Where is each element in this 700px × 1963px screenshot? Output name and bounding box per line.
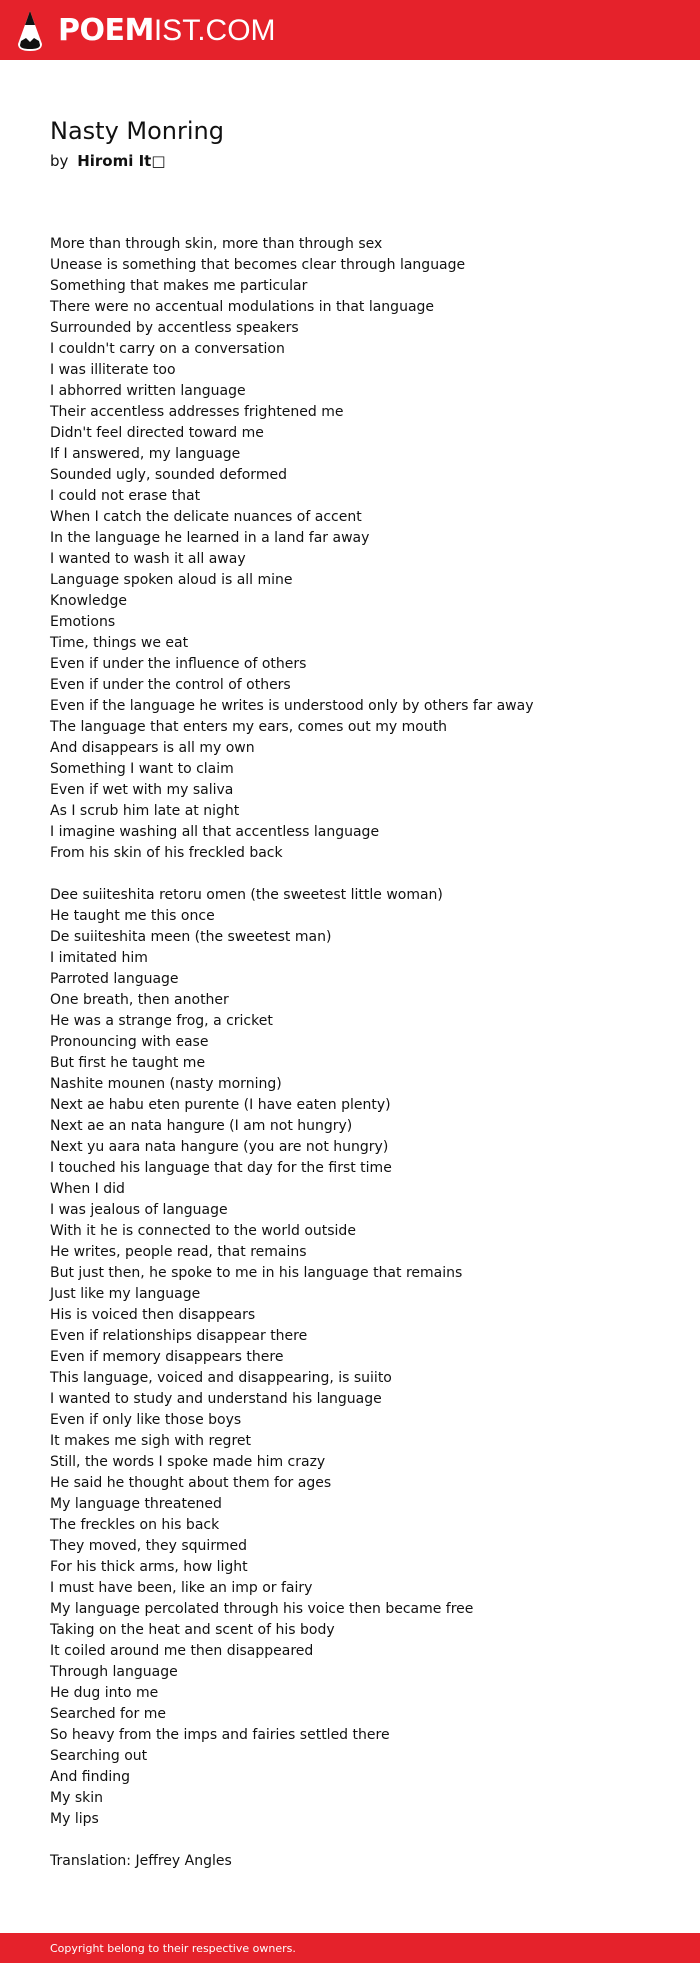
poem-line: Dee suiiteshita retoru omen (the sweetest little woman) [50,887,443,903]
poem-line: They moved, they squirmed [50,1538,247,1554]
poem-line: More than through skin, more than through sex [50,236,383,252]
poem-stanza-1 [50,234,660,864]
poem-line: He taught me this once [50,908,215,924]
poem-line: He writes, people read, that remains [50,1244,307,1260]
poem-line: He was a strange frog, a cricket [50,1013,273,1029]
poem-line: My language threatened [50,1496,222,1512]
poem-line: Still, the words I spoke made him crazy [50,1454,326,1470]
poem-line: Even if under the influence of others [50,656,307,672]
poem-line: If I answered, my language [50,446,241,462]
poem-line: I must have been, like an imp or fairy [50,1580,313,1596]
poem-line: When I catch the delicate nuances of accent [50,509,362,525]
poem-line: Next ae habu eten purente (I have eaten plenty) [50,1097,391,1113]
poem-line: This language, voiced and disappearing, is suiito [50,1370,392,1386]
poem-line: But just then, he spoke to me in his language that remains [50,1265,463,1281]
poem-line: Surrounded by accentless speakers [50,320,299,336]
poem-stanza-2 [50,885,660,1830]
poem-line: I abhorred written language [50,383,246,399]
poem-line: Nashite mounen (nasty morning) [50,1076,282,1092]
poem-line: And finding [50,1769,131,1785]
poem-line: Pronouncing with ease [50,1034,209,1050]
poem-line: So heavy from the imps and fairies settled there [50,1727,390,1743]
poem-title: Nasty Monring [50,117,224,145]
site-logo-text [58,13,276,48]
poem-line: Even if only like those boys [50,1412,242,1428]
poem-line: My lips [50,1811,99,1827]
poem-line: Searching out [50,1748,148,1764]
poem-line: Next yu aara nata hangure (you are not hungry) [50,1139,389,1155]
poem-line: Emotions [50,614,116,630]
pencil-tip-icon [16,10,44,52]
poem-line: I wanted to study and understand his language [50,1391,382,1407]
poem-line: Taking on the heat and scent of his body [50,1622,335,1638]
site-footer [0,1933,700,1963]
poem-line: I was illiterate too [50,362,176,378]
poem-line: The freckles on his back [50,1517,220,1533]
poem-line: His is voiced then disappears [50,1307,256,1323]
poem-line: I imitated him [50,950,148,966]
poem-line: I wanted to wash it all away [50,551,246,567]
poem-line: From his skin of his freckled back [50,845,283,861]
translation-credit: Translation: Jeffrey Angles [50,1853,232,1869]
poem-line: Time, things we eat [50,635,189,651]
poem-line: Searched for me [50,1706,166,1722]
poem-line: I touched his language that day for the first time [50,1160,392,1176]
poem-line: Even if wet with my saliva [50,782,234,798]
poem-line: He dug into me [50,1685,159,1701]
poem-byline [50,150,660,172]
poem-author: Hiromi It□ [77,152,166,170]
poem-line: One breath, then another [50,992,229,1008]
poem-content [50,114,660,1872]
poem-body [50,234,660,1830]
poem-line: I couldn't carry on a conversation [50,341,285,357]
poem-line: The language that enters my ears, comes out my mouth [50,719,448,735]
poem-line: My skin [50,1790,103,1806]
poem-line: Parroted language [50,971,179,987]
poem-line: He said he thought about them for ages [50,1475,332,1491]
poem-line: It makes me sigh with regret [50,1433,251,1449]
poem-line: Unease is something that becomes clear through language [50,257,466,273]
site-logo-link[interactable] [16,10,276,52]
poem-line: Next ae an nata hangure (I am not hungry) [50,1118,353,1134]
poem-line: Just like my language [50,1286,201,1302]
logo-bold-text: POEM [58,13,154,48]
site-header [0,0,700,60]
by-label: by [50,152,69,170]
poem-line: De suiiteshita meen (the sweetest man) [50,929,332,945]
poem-line: Language spoken aloud is all mine [50,572,293,588]
poem-line: Something that makes me particular [50,278,308,294]
poem-line: I imagine washing all that accentless language [50,824,380,840]
poem-line: Even if the language he writes is understood only by others far away [50,698,534,714]
poem-line: In the language he learned in a land far away [50,530,370,546]
poem-line: Knowledge [50,593,127,609]
poem-line: I was jealous of language [50,1202,228,1218]
poem-line: For his thick arms, how light [50,1559,248,1575]
logo-light-text: IST.COM [153,14,276,47]
poem-line: I could not erase that [50,488,201,504]
copyright-text: Copyright belong to their respective owners. [50,1942,296,1955]
poem-line: Even if under the control of others [50,677,291,693]
poem-line: With it he is connected to the world outside [50,1223,356,1239]
poem-line: It coiled around me then disappeared [50,1643,314,1659]
poem-line: My language percolated through his voice then became free [50,1601,474,1617]
poem-line: As I scrub him late at night [50,803,240,819]
poem-line: Their accentless addresses frightened me [50,404,344,420]
poem-line: Even if relationships disappear there [50,1328,308,1344]
poem-line: And disappears is all my own [50,740,255,756]
poem-line: Sounded ugly, sounded deformed [50,467,287,483]
poem-line: Even if memory disappears there [50,1349,284,1365]
poem-line: When I did [50,1181,125,1197]
poem-line: Something I want to claim [50,761,234,777]
poem-line: Didn't feel directed toward me [50,425,264,441]
poem-line: But first he taught me [50,1055,206,1071]
poem-line: There were no accentual modulations in that language [50,299,435,315]
poem-line: Through language [50,1664,178,1680]
